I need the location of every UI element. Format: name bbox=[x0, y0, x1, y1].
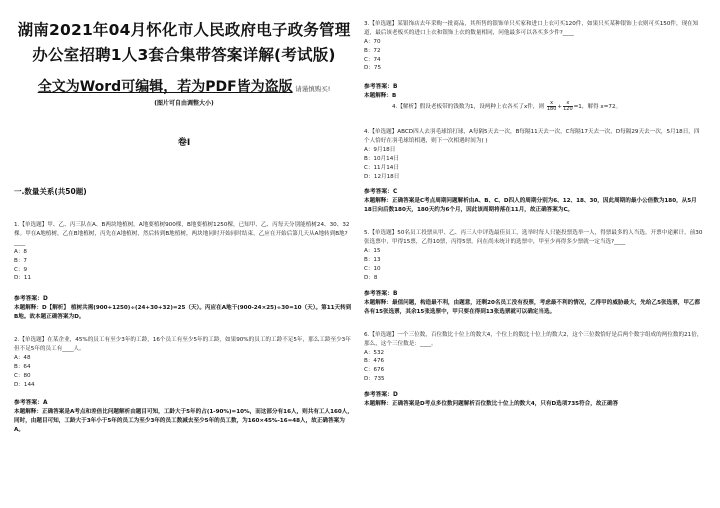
option: C：80 bbox=[14, 372, 31, 379]
image-note: (图片可自由调整大小) bbox=[154, 100, 214, 107]
option: B：64 bbox=[14, 363, 31, 370]
answer: 参考答案：A bbox=[14, 400, 48, 407]
option: A：532 bbox=[364, 349, 385, 356]
question-2 bbox=[14, 336, 354, 435]
question-text: 4.【单选题】ABCD四人去羽毛球馆打球，A每隔5天去一次，B每隔11天去一次，C每隔17天去一次，D每隔29天去一次，5月18日，四个人恰好在羽毛球馆相遇，则下一次相遇时间为( ) bbox=[364, 129, 700, 145]
explanation: 本题解释：正确答案是C考点周期问题解析由A、B、C、D四人的周期分别为6、12、18、30，因此周期的最小公倍数为180，从5月18日向后数180天，180天约为6个月，因此该周期将落在11月，故正确答案为C。 bbox=[364, 198, 697, 214]
formula-text: 4.【解析】假设老板带的钱数为1，设两种上衣各买了x件，则 bbox=[392, 104, 545, 111]
subtitle-main: 全文为Word可编辑，若为PDF皆为盗版 bbox=[37, 79, 293, 95]
option: D：144 bbox=[14, 381, 35, 388]
option: D：735 bbox=[364, 375, 385, 382]
formula-tail: =1，解得 x=72。 bbox=[573, 104, 622, 111]
option: A：9月18日 bbox=[364, 147, 396, 154]
question-text: 1.【单选题】甲、乙、丙三队在A、B两块地植树。A地要植树900棵，B地要植树1250棵，已知甲、乙、丙每天分别能植树24、30、32棵。甲在A地植树，乙在B地植树，丙先在A地植树，然后转到B地植树，两块地同时开始同时结束，乙应在开始后第几天从A地转到B地?____ bbox=[14, 222, 350, 246]
option: A：15 bbox=[364, 248, 381, 255]
option: B：13 bbox=[364, 257, 381, 264]
option: C：74 bbox=[364, 56, 381, 63]
question-6 bbox=[364, 331, 704, 409]
section-heading: 一.数量关系(共50题) bbox=[14, 187, 87, 196]
fraction: $\frac{x}{120}$ bbox=[563, 100, 573, 113]
option: B：476 bbox=[364, 358, 385, 365]
question-text: 6.【单选题】一个三位数，百位数比十位上的数大4，个位上的数比十位上的数大2，这个三位数恰好是后两个数字组成的两位数的21倍，那么，这个三位数是：____。 bbox=[364, 331, 703, 347]
option: A：70 bbox=[364, 39, 381, 45]
subtitle-hint: 请谨慎购买! bbox=[295, 85, 331, 93]
right-column bbox=[364, 0, 704, 508]
question-text: 2.【单选题】在某企业，45%的员工有至少3年的工龄，16个员工有至少5年的工龄，如果90%的员工的工龄不足5年，那么工龄至少3年但不足5年的员工有____人。 bbox=[14, 337, 351, 353]
answer: 参考答案：B bbox=[364, 290, 398, 297]
question-text: 3.【单选题】某银饰店去年采购一批商品，其所售的银饰单只买家和进口上衣可买120件，如果只买某种银饰上衣则可买150件，现在知道，最后该老板买的进口上衣和银饰上衣的数量相同，问他最多可以各买多少件?____ bbox=[364, 21, 699, 36]
answer: 参考答案：D bbox=[14, 296, 48, 303]
option: B：72 bbox=[364, 47, 381, 54]
explanation: 本题解释：正确答案是D考点多位数问题解析百位数比十位上的数大4，只有D选项735符合，故正确答 bbox=[364, 400, 619, 407]
option: B：10月14日 bbox=[364, 155, 399, 162]
option: C：9 bbox=[14, 266, 28, 273]
answer: 参考答案：D bbox=[364, 391, 398, 398]
explanation-formula: 4.【解析】假设老板带的钱数为1，设两种上衣各买了x件，则 $\frac{x}{180}$ + $\frac{x}{120}$ =1，解得 x=72。 bbox=[392, 100, 622, 113]
left-column bbox=[14, 0, 354, 508]
question-5 bbox=[364, 229, 704, 316]
option: B：7 bbox=[14, 257, 27, 264]
option: C：10 bbox=[364, 265, 381, 272]
option: A：8 bbox=[14, 249, 27, 255]
answer: 参考答案：B bbox=[364, 84, 398, 91]
subtitle bbox=[14, 76, 354, 96]
option: A：48 bbox=[14, 355, 31, 362]
question-3 bbox=[364, 20, 704, 112]
option: D：8 bbox=[364, 274, 378, 281]
explanation: 本题解释：D【解析】 植树共需(900+1250)÷(24+30+32)=25（天）。丙应在A地干(900-24×25)÷30=10（天）。第11天转到B地。故本题正确答案为D。 bbox=[14, 305, 352, 321]
explanation: 本题解释：B bbox=[364, 93, 397, 100]
question-4 bbox=[364, 128, 704, 215]
option: D：75 bbox=[364, 65, 382, 72]
answer: 参考答案：C bbox=[364, 189, 398, 196]
question-text: 5.【单选题】50名员工投票从甲、乙、丙三人中评选最佳员工，选举时每人只能投票选举一人，得票最多的人当选。开票中途累计，前30张选票中，甲得15票，乙得10票，丙得5票。问在尚未统计的选票中，甲至少再得多少票就一定当选?____ bbox=[364, 230, 703, 246]
explanation: 本题解释：最值问题，构造最不利，由题意，还剩20名员工没有投票，考虑最不利的情况，乙得甲的威胁最大，先给乙5张选票，甲乙都各有15张选票，其余15张选票中，甲只要在得到13张选票就可以确定当选。 bbox=[364, 299, 701, 315]
document-title: 湖南2021年04月怀化市人民政府电子政务管理办公室招聘1人3套合集带答案详解(考试版) bbox=[17, 21, 351, 64]
volume-heading: 卷I bbox=[177, 138, 191, 148]
fraction: $\frac{x}{180}$ bbox=[546, 100, 557, 113]
option: D：12月18日 bbox=[364, 173, 400, 180]
option: D：11 bbox=[14, 275, 32, 282]
option: C：11月14日 bbox=[364, 164, 399, 171]
question-1 bbox=[14, 221, 354, 322]
explanation: 本题解释：正确答案是A考点和差倍比问题解析由题目可知，工龄大于5年的占(1-90%)=10%，而这部分有16人，则共有工人160人，同时，由题目可知，工龄大于3年小于5年的员工为至少3年的员工数减去至少5年的员工数，为160×45%-16=48人，故正确答案为A。 bbox=[14, 409, 353, 434]
option: C：676 bbox=[364, 367, 385, 374]
